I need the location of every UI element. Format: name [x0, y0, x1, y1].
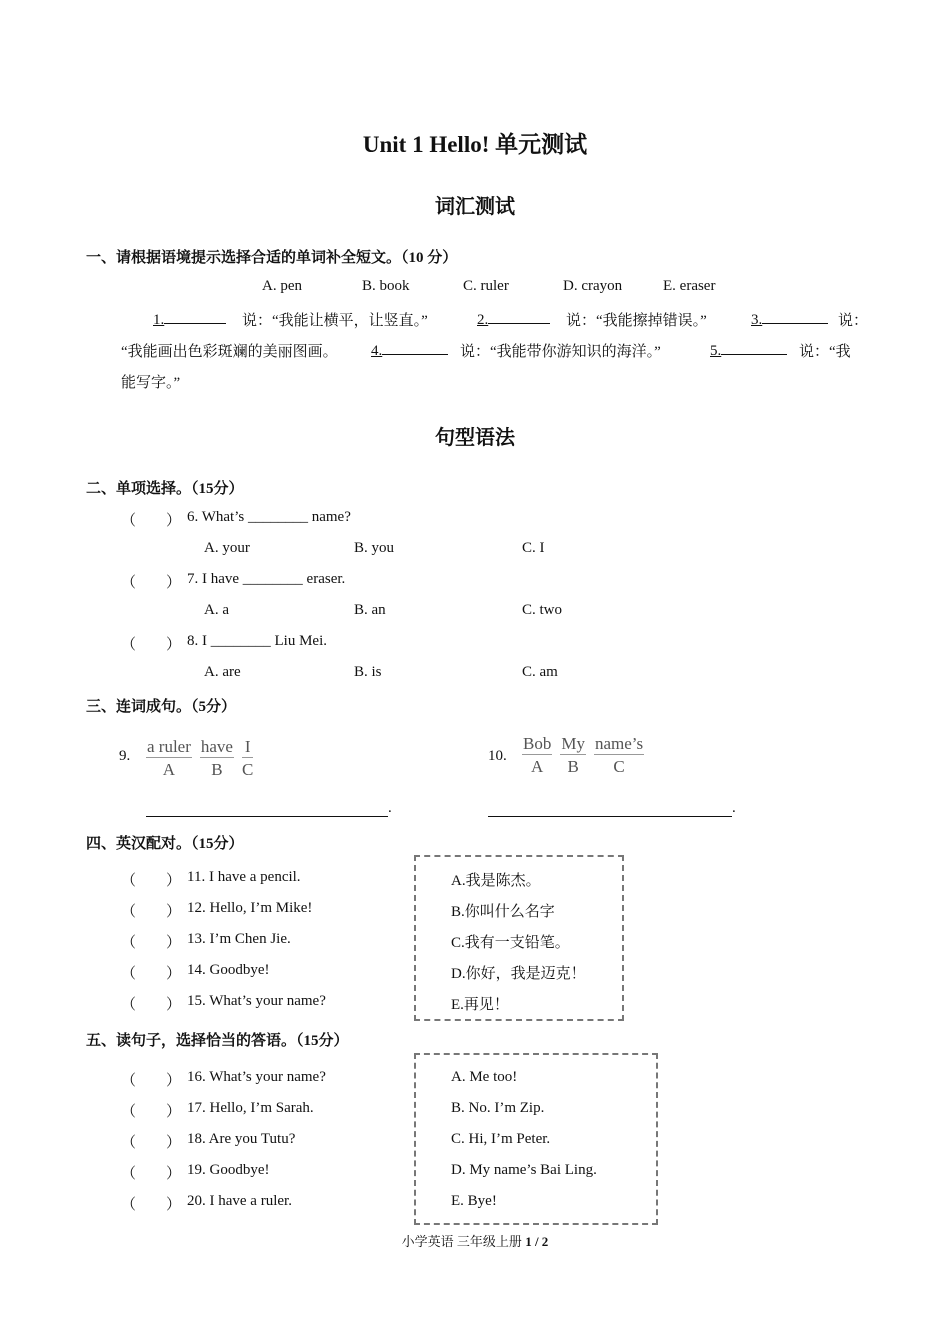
match-option: E.再见！	[451, 997, 509, 1013]
page-number: 1 / 2	[525, 1234, 549, 1249]
vocab-section-title: 词汇测试	[435, 196, 515, 218]
section-3-heading: 三、连词成句。（5分）	[86, 699, 237, 715]
answer-paren[interactable]: （ ）	[121, 935, 182, 951]
answer-paren[interactable]: （ ）	[121, 637, 182, 653]
word-tile: I C	[241, 737, 254, 779]
dialog-item: 17. Hello, I’m Sarah.	[187, 1100, 314, 1116]
answer-paren[interactable]: （ ）	[121, 1166, 182, 1182]
option-d: D. crayon	[563, 278, 623, 294]
option-c: C. ruler	[463, 278, 509, 294]
dialog-item: 18. Are you Tutu?	[187, 1131, 296, 1147]
word-tiles-10	[522, 734, 652, 777]
passage-text: 说：“我能带你游知识的海洋。”	[460, 344, 661, 360]
answer-paren[interactable]: （ ）	[121, 1073, 182, 1089]
answer-paren[interactable]: （ ）	[121, 904, 182, 920]
passage-text: 能写字。”	[121, 375, 181, 391]
choice-b: B. you	[354, 540, 395, 556]
answer-paren[interactable]: （ ）	[121, 513, 182, 529]
choice-c: C. am	[522, 664, 558, 680]
match-item: 11. I have a pencil.	[187, 869, 301, 885]
passage-text: 说：“我	[799, 344, 851, 360]
choice-a: A. your	[204, 540, 250, 556]
word-tile: name’s C	[594, 734, 644, 776]
blank-5[interactable]: 5.	[710, 340, 787, 360]
answer-paren[interactable]: （ ）	[121, 1197, 182, 1213]
response-option: B. No. I’m Zip.	[451, 1100, 545, 1116]
word-tile: a ruler A	[147, 737, 191, 779]
word-tile: Bob A	[523, 734, 552, 776]
choice-a: A. a	[204, 602, 229, 618]
section-5-heading: 五、读句子，选择恰当的答语。（15分）	[86, 1033, 349, 1049]
match-option: C.我有一支铅笔。	[451, 935, 570, 951]
answer-line-9[interactable]	[146, 815, 388, 817]
page-title: Unit 1 Hello! 单元测试	[362, 132, 588, 157]
dialog-item: 19. Goodbye!	[187, 1162, 270, 1178]
word-tile: My B	[561, 734, 585, 776]
section-1-heading: 一、请根据语境提示选择合适的单词补全短文。（10 分）	[86, 250, 458, 266]
match-item: 15. What’s your name?	[187, 993, 326, 1009]
dialog-item: 16. What’s your name?	[187, 1069, 326, 1085]
section-4-heading: 四、英汉配对。（15分）	[86, 836, 244, 852]
match-option: B.你叫什么名字	[451, 904, 555, 920]
match-item: 14. Goodbye!	[187, 962, 270, 978]
blank-3[interactable]: 3.	[751, 309, 828, 329]
passage-text: “我能画出色彩斑斓的美丽图画。	[121, 344, 338, 360]
answer-paren[interactable]: （ ）	[121, 873, 182, 889]
passage-text: 说：“我能擦掉错误。”	[566, 313, 707, 329]
question-9-number: 9.	[119, 748, 131, 764]
choice-c: C. two	[522, 602, 563, 618]
answer-paren[interactable]: （ ）	[121, 1104, 182, 1120]
passage-text: 说：“我能让横平，让竖直。”	[242, 313, 428, 329]
choice-a: A. are	[204, 664, 241, 680]
dialog-item: 20. I have a ruler.	[187, 1193, 292, 1209]
blank-2[interactable]: 2.	[477, 309, 550, 329]
choice-b: B. an	[354, 602, 386, 618]
option-a: A. pen	[262, 278, 302, 294]
question-10-number: 10.	[488, 748, 507, 764]
answer-line-10[interactable]	[488, 815, 732, 817]
response-option: E. Bye!	[451, 1193, 497, 1209]
answer-paren[interactable]: （ ）	[121, 1135, 182, 1151]
match-option: A.我是陈杰。	[451, 873, 541, 889]
response-option: C. Hi, I’m Peter.	[451, 1131, 551, 1147]
choice-b: B. is	[354, 664, 382, 680]
match-item: 12. Hello, I’m Mike!	[187, 900, 313, 916]
choice-c: C. I	[522, 540, 545, 556]
section-2-heading: 二、单项选择。（15分）	[86, 481, 244, 497]
match-item: 13. I’m Chen Jie.	[187, 931, 291, 947]
period: .	[388, 800, 392, 816]
grammar-section-title: 句型语法	[435, 427, 515, 449]
question-stem: 8. I ________ Liu Mei.	[187, 633, 327, 649]
word-tile: have B	[200, 737, 233, 779]
response-option: A. Me too!	[451, 1069, 518, 1085]
answer-paren[interactable]: （ ）	[121, 966, 182, 982]
page-footer: 小学英语 三年级上册 1 / 2	[401, 1234, 549, 1249]
match-option: D.你好，我是迈克！	[451, 966, 586, 982]
option-e: E. eraser	[663, 278, 716, 294]
option-b: B. book	[362, 278, 410, 294]
answer-paren[interactable]: （ ）	[121, 575, 182, 591]
question-stem: 6. What’s ________ name?	[187, 509, 351, 525]
period: .	[732, 800, 736, 816]
response-option: D. My name’s Bai Ling.	[451, 1162, 597, 1178]
question-stem: 7. I have ________ eraser.	[187, 571, 346, 587]
answer-paren[interactable]: （ ）	[121, 997, 182, 1013]
word-tiles-9	[146, 737, 261, 780]
blank-4[interactable]: 4.	[371, 340, 448, 360]
passage-text: 说：	[838, 313, 869, 329]
blank-1[interactable]: 1.	[153, 309, 226, 329]
